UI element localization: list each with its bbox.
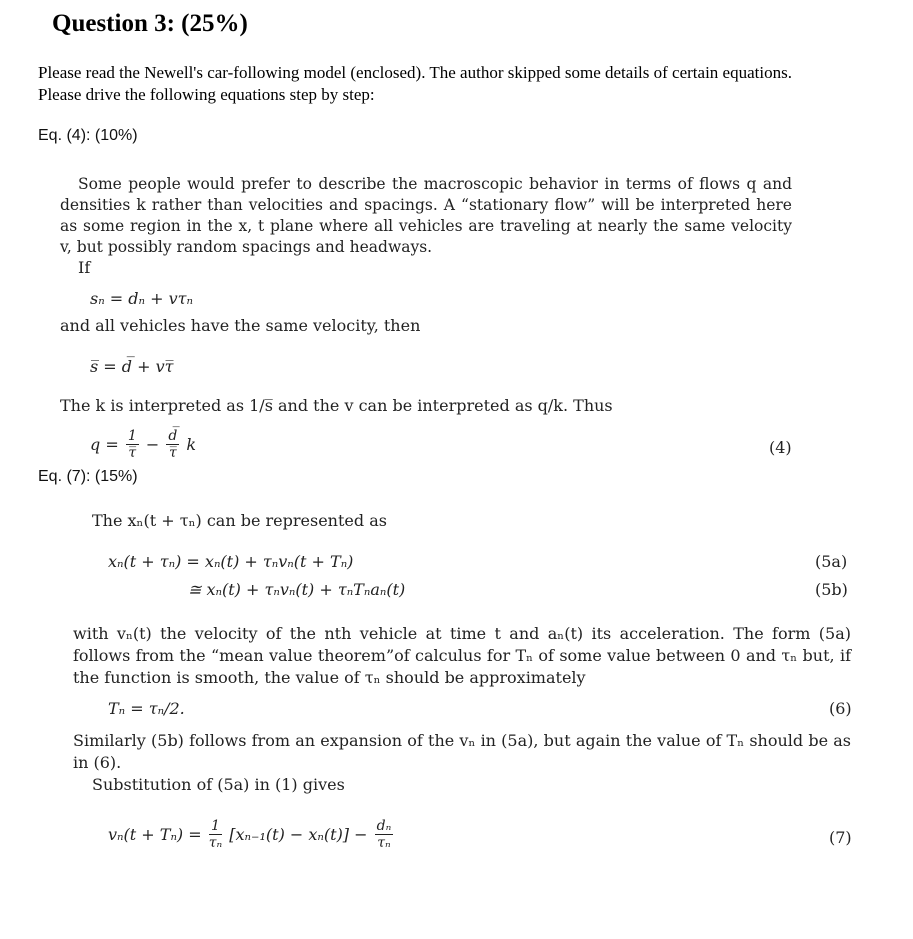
eq7-number: (7): [829, 828, 852, 847]
text-interpretation: The k is interpreted as 1/s̅ and the v can be interpreted as q/k. Thus: [60, 396, 613, 415]
eq-spacing: sₙ = dₙ + vτₙ: [90, 289, 193, 308]
if-label: If: [78, 258, 91, 277]
equation-5a: xₙ(t + τₙ) = xₙ(t) + τₙvₙ(t + Tₙ): [108, 552, 354, 571]
substitution-text: Substitution of (5a) in (1) gives: [92, 775, 345, 794]
eq7-frac2-den: τₙ: [377, 835, 391, 851]
eq7-frac1-num: 1: [209, 818, 222, 835]
eq7-paragraph: with vₙ(t) the velocity of the nth vehicle at time t and aₙ(t) its acceleration. The form (5a) follows from the “mean value theorem”of calculus for Tₙ of some value between 0 and τₙ but, if the function is smooth, the value of τₙ should be approximately: [73, 624, 851, 687]
equation-7: [108, 818, 395, 851]
equation-4: [90, 428, 196, 461]
equation-6: Tₙ = τₙ/2.: [108, 699, 185, 718]
text-same-velocity: and all vehicles have the same velocity, then: [60, 316, 421, 335]
eq7-fraction-1: [209, 818, 222, 851]
eq4-minus: −: [145, 435, 160, 454]
eq6-number: (6): [829, 699, 852, 718]
eq7-fraction-2: [375, 818, 394, 851]
similarly-paragraph: Similarly (5b) follows from an expansion of the vₙ in (5a), but again the value of Tₙ should be as in (6).: [73, 731, 851, 772]
eq4-heading: Eq. (4): (10%): [38, 127, 138, 144]
eq4-paragraph: Some people would prefer to describe the macroscopic behavior in terms of flows q and densities k rather than velocities and spacings. A “stationary flow” will be interpreted here as some region in the x, t plane where all vehicles are traveling at nearly the same velocity v, but possibly random spacings and headways.: [60, 175, 792, 256]
eq7-lhs: vₙ(t + Tₙ) =: [108, 825, 202, 844]
eq-mean-spacing: s̅ = d̅ + vτ̅: [90, 357, 174, 376]
eq4-number: (4): [769, 438, 792, 457]
eq4-fraction-2: [166, 428, 179, 461]
eq4-frac2-num: d̅: [168, 428, 178, 444]
eq7-intro-line: The xₙ(t + τₙ) can be represented as: [92, 511, 387, 530]
eq5a-number: (5a): [815, 552, 848, 571]
eq4-k: k: [186, 435, 197, 454]
eq7-bracket: [xₙ₋₁(t) − xₙ(t)] −: [229, 825, 368, 844]
eq4-frac1-den: τ̅: [128, 445, 137, 461]
eq4-frac1-num: 1: [127, 428, 137, 444]
eq7-heading: Eq. (7): (15%): [38, 468, 138, 485]
eq4-fraction-1: [126, 428, 139, 461]
intro-text: Please read the Newell's car-following model (enclosed). The author skipped some details of certain equations. Please drive the following equations step by step:: [38, 63, 792, 104]
question-title: Question 3: (25%): [52, 10, 248, 37]
equation-5b: ≅ xₙ(t) + τₙvₙ(t) + τₙTₙaₙ(t): [188, 580, 406, 599]
eq5b-number: (5b): [815, 580, 848, 599]
eq4-frac2-den: τ̅: [168, 445, 177, 461]
eq7-frac2-num: dₙ: [376, 818, 392, 834]
eq7-frac1-den: τₙ: [208, 835, 223, 851]
eq4-lhs: q =: [90, 435, 119, 454]
